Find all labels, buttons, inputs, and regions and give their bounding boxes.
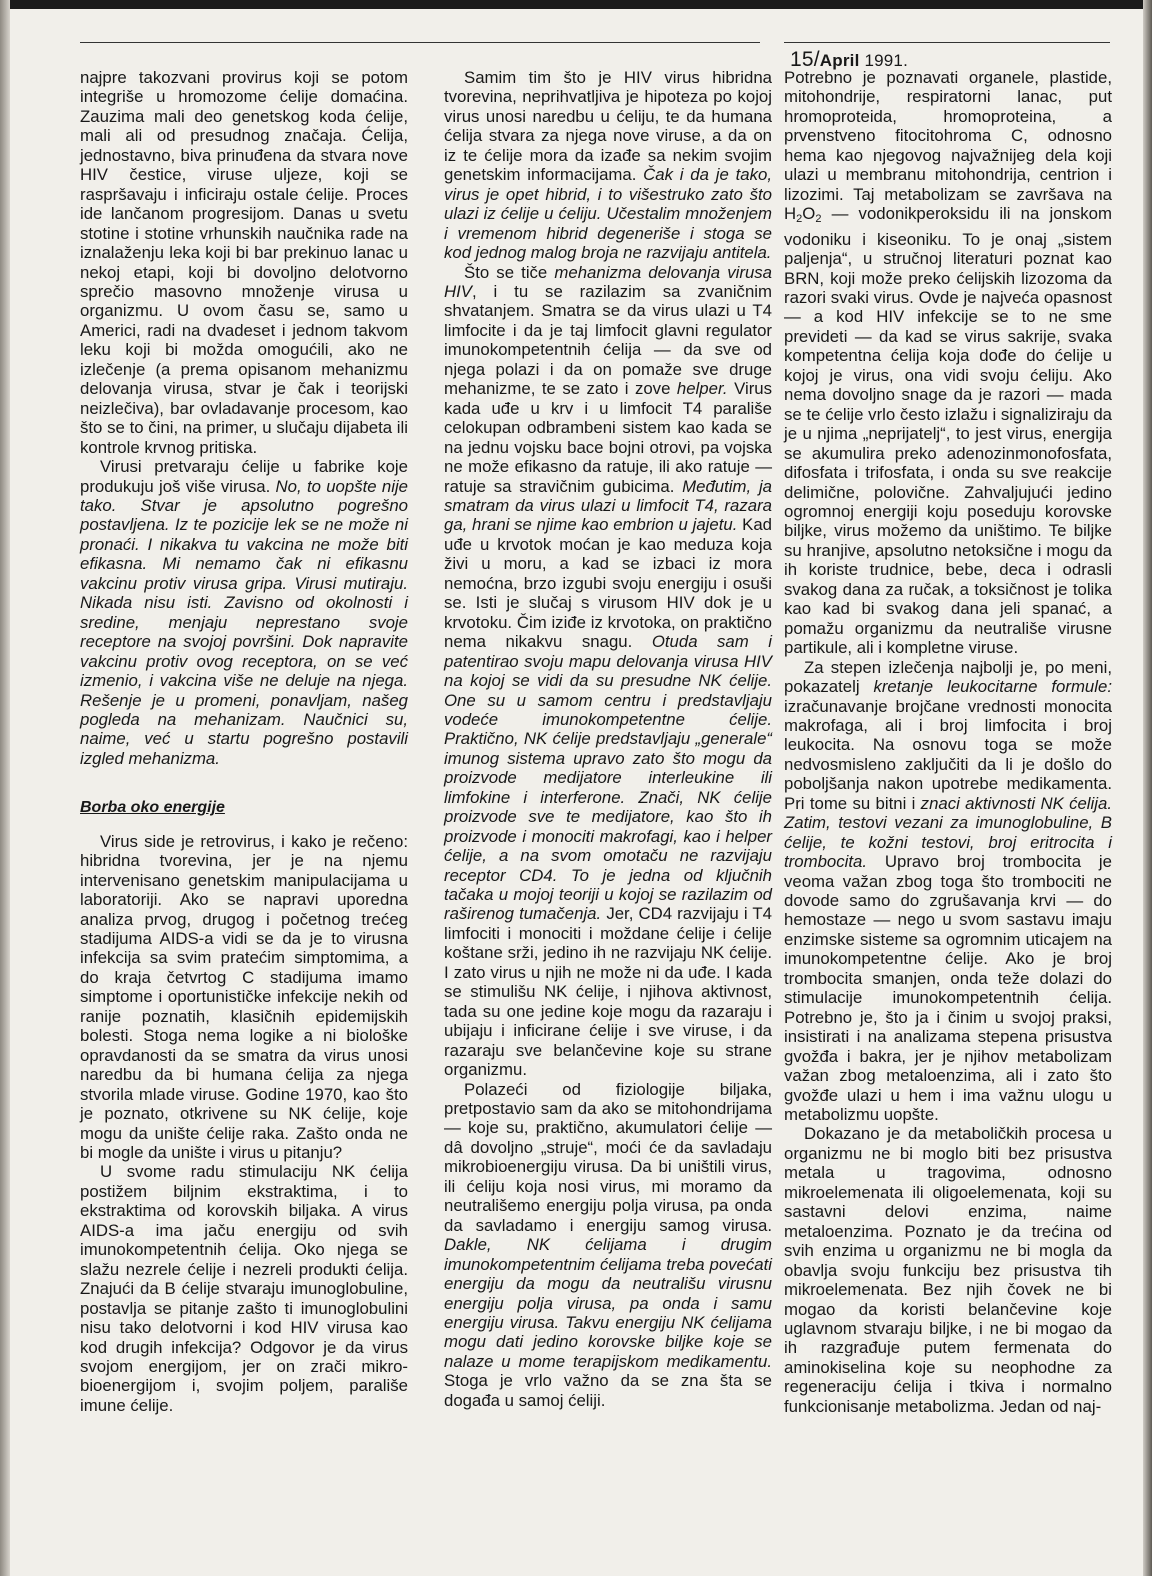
paragraph	[444, 1080, 772, 1411]
page-top-edge	[0, 0, 1152, 9]
text-run: Samim tim što je HIV virus hibridna tvorevina, neprihvatljiva je hipoteza po kojoj virus unosi naredbu u ćeliju, te da humana ćelija stvara za njega nove viruse, a da on iz te ćelije mora da izađe sa nekim svojim genetskim informacijama.	[444, 68, 772, 185]
paragraph	[784, 68, 1112, 658]
paragraph: Virus side je retrovirus, i kako je rečeno: hibridna tvorevina, jer je na njemu intervenisano genetskim manipulacijama u laboratoriji. Ako se napravi uporedna analiza prvog, drugog i početnog trećeg stadijuma AIDS-a vidi se da je to virusna infekcija sa svim pratećim simptomima, a do kraja četvrtog C stadijuma imamo simptome i oportunističke infekcije nekih od ranije poznatih, klasičnih epidemijskih bolesti. Stoga nema logike a ni biološke opravdanosti da se smatra da virus unosi naredbu da bi humana ćelija za njega stvorila mlade viruse. Godine 1970, kao što je poznato, otkrivene su NK ćelije, koje mogu da unište ćelije raka. Zašto onda ne bi mogle da unište i virus u pitanju?	[80, 831, 408, 1163]
paragraph	[444, 68, 772, 263]
paragraph: najpre takozvani provirus koji se potom integriše u hromozome ćelije domaćina. Zauzima mali deo genetskog koda ćelije, mali ali od presudnog značaja. Ćelija, jednostavno, biva prinuđena da stvara nove HIV čestice, viruse uljeze, koji se raspršavaju i inficiraju ostale ćelije. Proces ide lančanom progresijom. Danas u svetu stotine i stotine vrhunskih naučnika rade na iznalaženju leka koji bi bar prekinuo lanac u nekoj etapi, koji bi dovoljno delotvorno sprečio masovno množenje virusa u organizmu. U ovom času se, samo u Americi, radi na dvadeset i jednom takvom leku koji bi možda omogućili, ako ne izlečenje (a prema opisanom mehanizmu delovanja virusa, stvar je čak i teorijski neizlečiva), bar ovladavanje procesom, kao što se to čini, na primer, u slučaju dijabeta ili kontrole krvnog pritiska.	[80, 68, 408, 457]
text-run: Virusi pretvaraju ćelije u fabrike koje produkuju još više virusa.	[80, 457, 408, 496]
text-run: O	[802, 204, 816, 224]
paragraph	[444, 263, 772, 1080]
text-run: Što se tiče	[464, 262, 555, 282]
page-left-edge	[0, 0, 10, 1576]
text-run: — vodonikperoksidu ili na jonskom vodoniku i kiseoniku. To je onaj „sistem paljenja“, u stručnoj literaturi poznat kao BRN, koji može preko ćelijskih lizozoma da razori svaki virus. Ovde je najveća opasnost — a kod HIV infekcije se to ne sme prevideti — da kad se virus sakrije, svaka kompetentna ćelija koja dođe do ćelije u kojoj je virus, ona vidi svoju ćeliju. Ako nema dovoljno snage da je razori — mada se te ćelije vrlo često izlažu i signaliziraju da je u njima „neprijatelj“, to jest virus, energija se akumulira preko adenozinmonofosfata, difosfata i trifosfata, i onda su sve reakcije delimične, polovične. Zahvaljujući jedino ogromnoj energiji koju poseduju korovske biljke, virus možemo da uništimo. Te biljke su hranjive, apsolutno netoksične i mogu da ih koriste trudnice, bebe, deca i odrasli svakog dana za ručak, a toksičnost je tolika kao kad bi svakog dana jeli spanać, a pomažu organizmu da neutrališe virusne partikule, ali i kompletne viruse.	[784, 204, 1112, 658]
italic-text: znaci aktivnosti NK ćelija. Zatim, testovi vezani za imunoglobuline, B ćelije, te kožni testovi, broj eritrocita i trombocita.	[784, 793, 1112, 872]
header-rule-right	[784, 42, 1110, 43]
text-run: Potrebno je poznavati organele, plastide, mitohondrije, respiratorni lanac, put hromoproteida, hromoproteina, a prvenstveno fitocitohroma C, odnosno hema kao njegovog najvažnijeg dela koji ulazi u membranu mitohondrija, centrion i lizozimi. Taj metabolizam se završava na H	[784, 68, 1112, 224]
italic-text: Dakle, NK ćelijama i drugim imunokompetentnim ćelijama treba povećati energiju da mogu da neutrališu virusnu energiju polja virusa, pa onda i samu energiju virusa. Takvu energiju NK ćelijama mogu dati jedino korovske biljke koje se nalaze u mome terapijskom medikamentu.	[444, 1235, 772, 1371]
text-run: , i tu se razilazim sa zvaničnim shvatanjem. Smatra se da virus ulazi u T4 limfocite i da je taj limfocit glavni regulator imunokompetentnih ćelija — da sve od njega polazi i da on pomaže sve druge mehanizme, te se zato i zove	[444, 281, 772, 399]
page-right-edge	[1143, 0, 1152, 1576]
italic-text: No, to uopšte nije tako. Stvar je apsolutno pogrešno postavljena. Iz te pozicije lek se ne može ni pronaći. I nikakva tu vakcina ne može biti efikasna. Mi nemamo čak ni efikasnu vakcinu protiv virusa gripa. Virusi mutiraju. Nikada nisu isti. Zavisno od okolnosti i sredine, menjaju neprestano svoje receptore na svojoj površini. Dok napravite vakcinu protiv ovog receptora, on se već izmenio, i vakcina više ne deluje na njega. Rešenje je u promeni, ponavljam, našeg pogleda na mehanizam. Naučnici su, naime, već u startu pogrešno postavili izgled mehanizma.	[80, 476, 408, 768]
column-2	[444, 68, 772, 1410]
italic-text: Otuda sam i patentirao svoju mapu delovanja virusa HIV na kojoj se vidi da su presudne NK ćelije. One su u samom centru i predstavljaju vodeće imunokompetentne ćelije. Praktično, NK ćelije predstavljaju „generale“ imunog sistema upravo zato što mogu da proizvode medijatore interleukine ili limfokine i interferone. Znači, NK ćelije proizvode sve te medijatore, kao što ih proizvode i monociti makrofagi, kao i helper ćelije, a na svom omotaču ne razvijaju receptor CD4. To je jedna od ključnih tačaka u mojoj teoriji u kojoj se razilazim od raširenog tumačenja.	[444, 632, 772, 924]
text-run: izračunavanje brojčane vrednosti monocita makrofaga, ali i broj limfocita i broj leukocita. Na osnovu toga se može nedvosmisleno zaključiti da li je došlo do poboljšanja nakon upotrebe medikamenta. Pri tome su bitni i	[784, 696, 1112, 813]
subscript: 2	[815, 213, 822, 226]
italic-text: mehanizma delovanja virusa HIV	[444, 262, 772, 301]
issue-number: 15/	[790, 48, 820, 71]
paragraph	[784, 658, 1112, 1125]
italic-text: helper.	[676, 379, 728, 399]
column-3	[784, 68, 1112, 1416]
paragraph	[80, 457, 408, 768]
italic-text: Čak i da je tako, virus je opet hibrid, i to višestruko zato što ulazi iz ćelije u ćeliju. Učestalim množenjem i vremenom hibrid degeneriše i stoga se kod jednog malog broja ne razvijaju antitela.	[444, 165, 772, 263]
paragraph: Dokazano je da metaboličkih procesa u organizmu ne bi moglo biti bez prisustva metala u tragovima, odnosno mikroelemenata ili oligoelemenata, koji su sastavni delovi enzima, naime metaloenzima. Poznato je da trećina od svih enzima u organizmu ne bi mogla da obavlja svoju funkciju bez prisustva tih mikroelemenata. Bez njih čovek ne bi mogao da koristi belančevine koje uglavnom stvaraju biljke, i ne bi mogao da ih razgrađuje putem fermenata do aminokiselina koje su neophodne za regeneraciju ćelija i tkiva i normalno funkcionisanje metabolizma. Jedan od naj-	[784, 1124, 1112, 1416]
issue-month: April	[819, 51, 860, 70]
header-rule-left	[80, 42, 760, 43]
italic-text: kretanje leukocitarne formule:	[873, 677, 1112, 697]
subscript: 2	[796, 213, 803, 226]
text-run: Polazeći od fiziologije biljaka, pretpostavio sam da ako se mitohondrijama — koje su, praktično, akumulatori ćelije — dâ dovoljno „struje“, moći će da savladaju mikrobioenergiju virusa. Da bi uništili virus, ili ćeliju koja nosi virus, mi moramo da neutrališemo energiju polja virusa, pa onda da savladamo i energiju samog virusa.	[444, 1079, 772, 1235]
text-run: Stoga je vrlo važno da se zna šta se događa u samoj ćeliji.	[444, 1371, 772, 1410]
italic-text: Međutim, ja smatram da virus ulazi u limfocit T4, razara ga, hrani se njime kao embrion u jajetu.	[444, 476, 773, 535]
text-run: Kad uđe u krvotok moćan je kao meduza koja živi u moru, a kad se izbaci iz mora nemoćna, brzo izgubi svoju energiju i osuši se. Isti je slučaj s virusom HIV dok je u krvotoku. Čim iziđe iz krvotoka, on praktično nema nikakvu snagu.	[444, 515, 772, 652]
issue-year: 1991.	[859, 51, 908, 70]
text-run: Za stepen izlečenja najbolji je, po meni, pokazatelj	[784, 657, 1112, 697]
text-run: Virus kada uđe u krv i u limfocit T4 parališe celokupan odbrambeni sistem kao kada se na jednu vojsku bace bojni otrovi, pa vojska ne može efikasno da ratuje, ili ako ratuje — ratuje sa stravičnim gubicima.	[444, 379, 773, 496]
section-heading: Borba oko energije	[80, 799, 225, 817]
text-run: Jer, CD4 razvijaju i T4 limfociti i monociti i moždane ćelije i ćelije koštane srži, jedino ih ne razvijaju NK ćelije. I zato virus u njih ne može ni da uđe. I kada se stimulišu NK ćelije, i njihova aktivnost, tada su one jedine koje mogu da razaraju i ubijaju i inficirane ćelije i sve viruse, i da razaraju sve belančevine koje su strane organizmu.	[444, 904, 772, 1080]
column-1	[80, 68, 408, 1415]
paragraph: U svome radu stimulaciju NK ćelija postižem biljnim ekstraktima, i to ekstraktima od korovskih biljaka. A virus AIDS-a ima jaču energiju od svih imunokompetentnih ćelija. Oko njega se slažu nezrele ćelije i nezreli produkti ćelija. Znajući da B ćelije stvaraju imunoglobuline, postavlja se pitanje zašto ti imunoglobulini nisu tako delotvorni i kod HIV virusa kao kod drugih infekcija? Odgovor je da virus svojom energijom, jer on zrači mikro-bioenergijom i, svojim poljem, parališe imune ćelije.	[80, 1162, 408, 1415]
text-run: Upravo broj trombocita je veoma važan zbog toga što trombociti ne dovode samo do zgrušavanja krvi — do hemostaze — nego u svom sastavu imaju enzimske sisteme sa ogromnim uticajem na imunokompetentne ćelije. Ako je broj trombocita smanjen, onda teže dolazi do stimulacije imunokompetentnih ćelija. Potrebno je, što ja i činim u svojoj praksi, insistirati i na analizama stepena prisustva gvožđa i bakra, jer je njihov metabolizam važan zbog metaloenzima, ali i zato što gvožđe ulazi u hem i ima važnu ulogu u metabolizmu uopšte.	[784, 852, 1112, 1125]
